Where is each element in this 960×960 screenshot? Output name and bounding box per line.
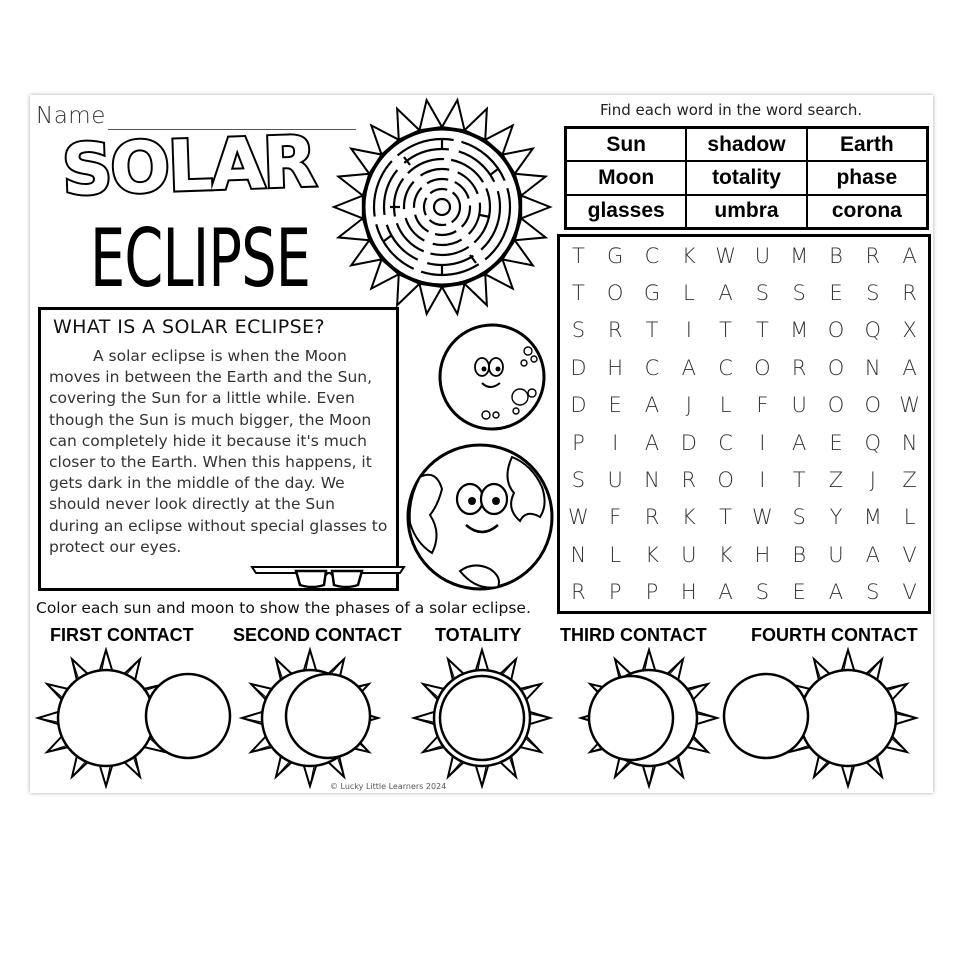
grid-letter[interactable]: A [792,430,807,455]
phase-label-fourth-contact: FOURTH CONTACT [751,625,918,645]
grid-letter[interactable]: T [719,505,732,530]
word-list-item: shadow [686,128,806,161]
grid-letter[interactable]: P [645,580,659,605]
grid-letter[interactable]: H [754,542,771,567]
grid-letter[interactable]: C [644,355,660,380]
phase-totality-sun-moon[interactable] [402,650,562,790]
grid-letter[interactable]: S [571,468,586,493]
title-solar: SOLAR [60,120,316,212]
grid-letter[interactable]: L [682,281,695,306]
grid-letter[interactable]: O [827,355,845,380]
info-title: WHAT IS A SOLAR ECLIPSE? [53,316,325,338]
grid-letter[interactable]: E [608,393,622,418]
phase-third-contact-sun-moon[interactable] [565,650,735,790]
word-list-item: umbra [686,195,806,228]
grid-letter[interactable]: M [863,505,882,530]
grid-letter[interactable]: A [902,243,917,268]
word-list-item: totality [686,161,806,194]
grid-letter[interactable]: V [902,580,917,605]
maze-sun-ray [334,196,363,219]
grid-letter[interactable]: R [607,318,623,343]
word-list-table [564,126,929,230]
grid-letter[interactable]: A [718,281,733,306]
grid-letter[interactable]: S [792,281,806,306]
grid-letter[interactable]: W [715,243,736,268]
grid-letter[interactable]: D [680,430,697,455]
copyright-text: © Lucky Little Learners 2024 [330,782,447,791]
phase-label-first-contact: FIRST CONTACT [50,625,194,645]
maze-sun-ray [419,284,442,314]
phase-label-totality: TOTALITY [435,625,522,645]
phase-label-second-contact: SECOND CONTACT [233,625,402,645]
maze-sun-ray [442,284,465,314]
grid-letter[interactable]: A [681,355,696,380]
phases-instruction: Color each sun and moon to show the phases of a solar eclipse. [36,599,531,617]
maze-sun-illustration [330,95,560,320]
word-list-item: Sun [566,128,686,161]
maze-sun-ray [521,196,550,219]
grid-letter[interactable]: U [791,393,807,418]
grid-letter[interactable]: F [609,505,622,530]
phase-fourth-contact-sun-moon[interactable] [720,650,930,790]
grid-letter[interactable]: T [645,318,659,343]
grid-letter[interactable]: U [681,542,697,567]
eclipse-glasses-icon [248,559,408,591]
grid-letter[interactable]: J [869,468,876,493]
phase-label-third-contact: THIRD CONTACT [560,625,707,645]
grid-letter[interactable]: I [612,430,619,455]
grid-letter[interactable]: W [568,505,589,530]
word-list-item: phase [807,161,927,194]
info-box [38,307,399,591]
worksheet-page [30,95,933,793]
grid-letter[interactable]: P [608,580,622,605]
grid-letter[interactable]: C [718,430,733,455]
grid-letter[interactable]: J [685,393,692,418]
grid-letter[interactable]: K [718,542,733,567]
grid-letter[interactable]: A [644,393,660,418]
moon-character [438,323,550,435]
grid-letter[interactable]: I [685,318,692,343]
word-list-item: glasses [566,195,686,228]
grid-letter[interactable]: Z [828,468,844,493]
grid-letter[interactable]: N [644,468,660,493]
grid-letter[interactable]: U [828,542,844,567]
grid-letter[interactable]: B [792,542,807,567]
grid-letter[interactable]: Q [864,318,882,343]
grid-letter[interactable]: V [902,542,917,567]
grid-letter[interactable]: Z [902,468,917,493]
grid-letter[interactable]: T [755,318,769,343]
grid-letter[interactable]: O [717,468,734,493]
grid-letter[interactable]: O [827,318,845,343]
grid-letter[interactable]: F [756,393,769,418]
grid-letter[interactable]: A [644,430,660,455]
maze-sun-ray [442,100,465,130]
grid-letter[interactable]: R [681,468,697,493]
grid-letter[interactable]: Y [829,505,843,530]
grid-letter[interactable]: M [790,243,809,268]
word-search-grid [557,234,931,614]
grid-letter[interactable]: O [864,393,882,418]
grid-letter[interactable]: R [791,355,807,380]
grid-letter[interactable]: R [902,281,917,306]
grid-letter[interactable]: U [754,243,771,268]
grid-letter[interactable]: S [755,580,770,605]
grid-letter[interactable]: D [570,355,587,380]
grid-letter[interactable]: S [866,281,880,306]
grid-letter[interactable]: S [866,580,880,605]
grid-letter[interactable]: S [755,281,770,306]
phase-first-contact-sun-moon[interactable] [38,650,238,790]
grid-letter[interactable]: O [827,393,845,418]
grid-letter[interactable]: L [903,505,916,530]
grid-letter[interactable]: K [681,243,696,268]
grid-letter[interactable]: K [681,505,696,530]
grid-letter[interactable]: R [865,243,881,268]
grid-letter[interactable]: C [718,355,733,380]
grid-letter[interactable]: A [828,580,844,605]
grid-letter[interactable]: D [570,393,587,418]
grid-letter[interactable]: E [792,580,806,605]
grid-letter[interactable]: I [759,430,766,455]
word-list-item: corona [807,195,927,228]
grid-letter[interactable]: C [644,243,660,268]
grid-letter[interactable]: R [571,580,586,605]
grid-letter[interactable]: H [607,355,624,380]
grid-letter[interactable]: T [719,318,732,343]
grid-letter[interactable]: S [571,318,586,343]
grid-letter[interactable]: M [790,318,809,343]
grid-letter[interactable]: H [680,580,697,605]
word-list-item: Earth [807,128,927,161]
grid-letter[interactable]: O [754,355,771,380]
phase-second-contact-sun-moon[interactable] [232,650,402,790]
word-list-item: Moon [566,161,686,194]
grid-letter[interactable]: S [792,505,806,530]
maze-sun-ray [419,100,442,130]
earth-character [402,443,558,593]
grid-letter[interactable]: N [570,542,587,567]
grid-letter[interactable]: P [572,430,585,455]
grid-letter[interactable]: I [759,468,766,493]
grid-letter[interactable]: A [718,580,733,605]
grid-letter[interactable]: R [644,505,660,530]
grid-letter[interactable]: T [571,281,585,306]
title-eclipse: ECLIPSE [90,213,311,307]
grid-letter[interactable]: E [829,281,843,306]
grid-letter[interactable]: A [865,542,880,567]
grid-letter[interactable]: W [899,393,920,418]
grid-letter[interactable]: U [607,468,623,493]
grid-letter[interactable]: A [902,355,917,380]
grid-letter[interactable]: G [643,281,661,306]
grid-letter[interactable]: E [829,430,843,455]
grid-letter[interactable]: L [609,542,622,567]
grid-letter[interactable]: N [901,430,918,455]
grid-letter[interactable]: N [864,355,881,380]
grid-letter[interactable]: G [607,243,624,268]
grid-letter[interactable]: O [606,281,624,306]
word-search-instruction: Find each word in the word search. [600,101,863,119]
grid-letter[interactable]: T [792,468,806,493]
grid-letter[interactable]: K [645,542,659,567]
grid-letter[interactable]: L [719,393,732,418]
grid-letter[interactable]: Q [864,430,882,455]
grid-letter[interactable]: B [829,243,843,268]
grid-letter[interactable]: X [902,318,917,343]
name-label: Name [36,103,106,129]
grid-letter[interactable]: W [752,505,773,530]
grid-letter[interactable]: T [571,243,585,268]
info-paragraph: A solar eclipse is when the Moon moves in between the Earth and the Sun, covering the Sun for a little while. Even though the Sun is much bigger, the Moon can completely hide it because it's much closer to the Earth. When this happens, it gets dark in the middle of the day. We should never look directly at the Sun during an eclipse without special glasses to protect our eyes. [49,347,388,556]
